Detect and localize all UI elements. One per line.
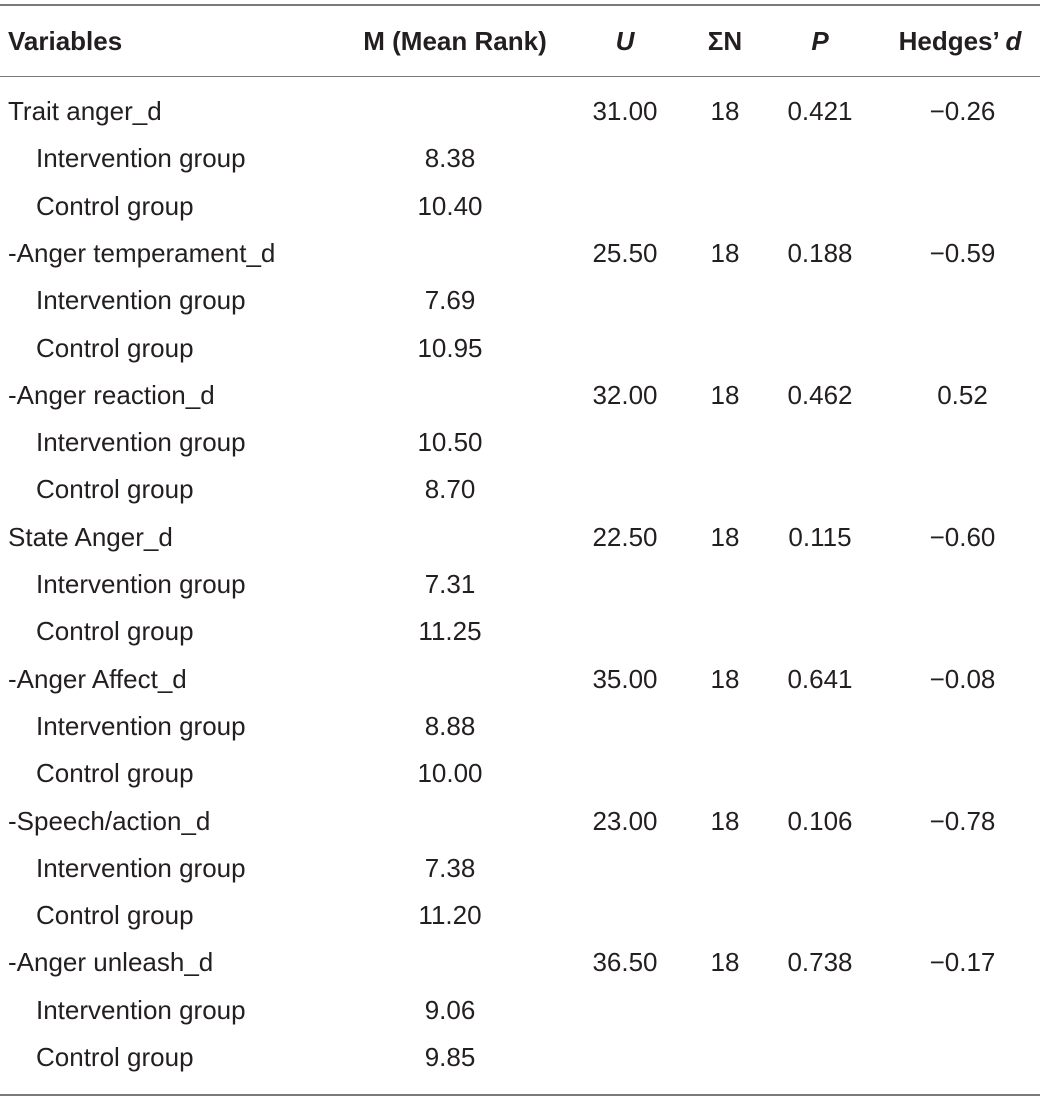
header-u: U (615, 26, 635, 56)
table-row (0, 845, 1040, 892)
cell-variable: -Anger reaction_d (8, 379, 215, 410)
cell-sum-n: 18 (710, 96, 740, 126)
table-row (0, 939, 1040, 986)
cell-p: 0.462 (787, 379, 853, 410)
header-variables: Variables (8, 26, 123, 56)
cell-variable: Intervention group (36, 427, 246, 458)
table-row (0, 656, 1040, 703)
cell-mean-rank: 10.00 (417, 758, 483, 789)
cell-variable: Intervention group (36, 285, 246, 316)
table-row (0, 892, 1040, 939)
table-row (0, 135, 1040, 182)
cell-variable: -Speech/action_d (8, 805, 211, 836)
table-row (0, 372, 1040, 419)
cell-hedges-d: −0.60 (929, 521, 996, 552)
table-header (0, 18, 1040, 65)
cell-hedges-d: −0.59 (929, 237, 996, 268)
cell-mean-rank: 8.70 (424, 474, 476, 505)
cell-u: 32.00 (592, 379, 658, 410)
table-row (0, 514, 1040, 561)
cell-variable: Intervention group (36, 569, 246, 599)
cell-mean-rank: 10.50 (417, 427, 483, 458)
cell-variable: -Anger temperament_d (8, 237, 276, 268)
table-row (0, 277, 1040, 324)
table-row (0, 703, 1040, 750)
cell-variable: Control group (36, 900, 194, 931)
cell-mean-rank: 10.40 (417, 190, 483, 221)
cell-variable: Control group (36, 758, 194, 789)
header-mean-rank: M (Mean Rank) (363, 26, 547, 56)
table-row (0, 608, 1040, 655)
cell-variable: Control group (36, 616, 194, 647)
cell-u: 35.00 (592, 663, 658, 694)
cell-u: 22.50 (592, 521, 658, 552)
cell-p: 0.106 (787, 805, 853, 836)
cell-mean-rank: 10.95 (417, 332, 483, 363)
cell-variable: State Anger_d (8, 521, 173, 552)
cell-variable: -Anger unleash_d (8, 947, 214, 978)
cell-p: 0.188 (787, 237, 853, 268)
cell-variable: Intervention group (36, 710, 246, 741)
cell-p: 0.641 (787, 663, 853, 694)
table-row (0, 183, 1040, 230)
cell-u: 31.00 (592, 96, 658, 126)
cell-sum-n: 18 (710, 237, 740, 268)
table-row (0, 230, 1040, 277)
bottom-rule (0, 1094, 1040, 1096)
header-hedges-prefix: Hedges’ (898, 26, 1006, 56)
cell-sum-n: 18 (710, 521, 740, 552)
cell-variable: Control group (36, 1042, 194, 1072)
cell-p: 0.421 (787, 96, 853, 126)
cell-variable: Intervention group (36, 143, 246, 174)
table-row (0, 466, 1040, 513)
table-row (0, 325, 1040, 372)
cell-u: 25.50 (592, 237, 658, 268)
table-row (0, 750, 1040, 797)
cell-mean-rank: 9.85 (424, 1042, 476, 1072)
cell-mean-rank: 11.20 (418, 900, 482, 931)
cell-mean-rank: 8.88 (424, 710, 476, 741)
cell-hedges-d: 0.52 (937, 379, 988, 410)
cell-variable: Trait anger_d (8, 96, 162, 126)
header-hedges (880, 18, 1040, 65)
cell-variable: Control group (36, 332, 194, 363)
cell-u: 23.00 (592, 805, 658, 836)
cell-mean-rank: 11.25 (418, 616, 482, 647)
cell-sum-n: 18 (710, 805, 740, 836)
table-row (0, 88, 1040, 135)
cell-variable: Intervention group (36, 994, 246, 1025)
table-row (0, 419, 1040, 466)
table-row (0, 561, 1040, 608)
cell-sum-n: 18 (710, 947, 740, 978)
header-hedges-d: d (1005, 26, 1022, 56)
cell-variable: -Anger Affect_d (8, 663, 187, 694)
cell-mean-rank: 8.38 (424, 143, 476, 174)
cell-hedges-d: −0.17 (929, 947, 996, 978)
header-sum-n: ΣN (707, 26, 743, 56)
header-rule (0, 76, 1040, 77)
cell-p: 0.115 (788, 521, 852, 552)
cell-mean-rank: 9.06 (424, 994, 476, 1025)
cell-hedges-d: −0.78 (929, 805, 996, 836)
header-p: P (811, 26, 829, 56)
table-row (0, 1034, 1040, 1081)
cell-mean-rank: 7.38 (424, 852, 476, 883)
cell-hedges-d: −0.26 (929, 96, 996, 126)
cell-sum-n: 18 (710, 379, 740, 410)
cell-hedges-d: −0.08 (929, 663, 996, 694)
table-row (0, 987, 1040, 1034)
cell-variable: Control group (36, 190, 194, 221)
top-rule (0, 4, 1040, 6)
cell-p: 0.738 (787, 947, 853, 978)
cell-mean-rank: 7.31 (424, 569, 476, 599)
table-row (0, 798, 1040, 845)
cell-variable: Intervention group (36, 852, 246, 883)
cell-u: 36.50 (592, 947, 658, 978)
cell-mean-rank: 7.69 (424, 285, 476, 316)
cell-variable: Control group (36, 474, 194, 505)
cell-sum-n: 18 (710, 663, 740, 694)
